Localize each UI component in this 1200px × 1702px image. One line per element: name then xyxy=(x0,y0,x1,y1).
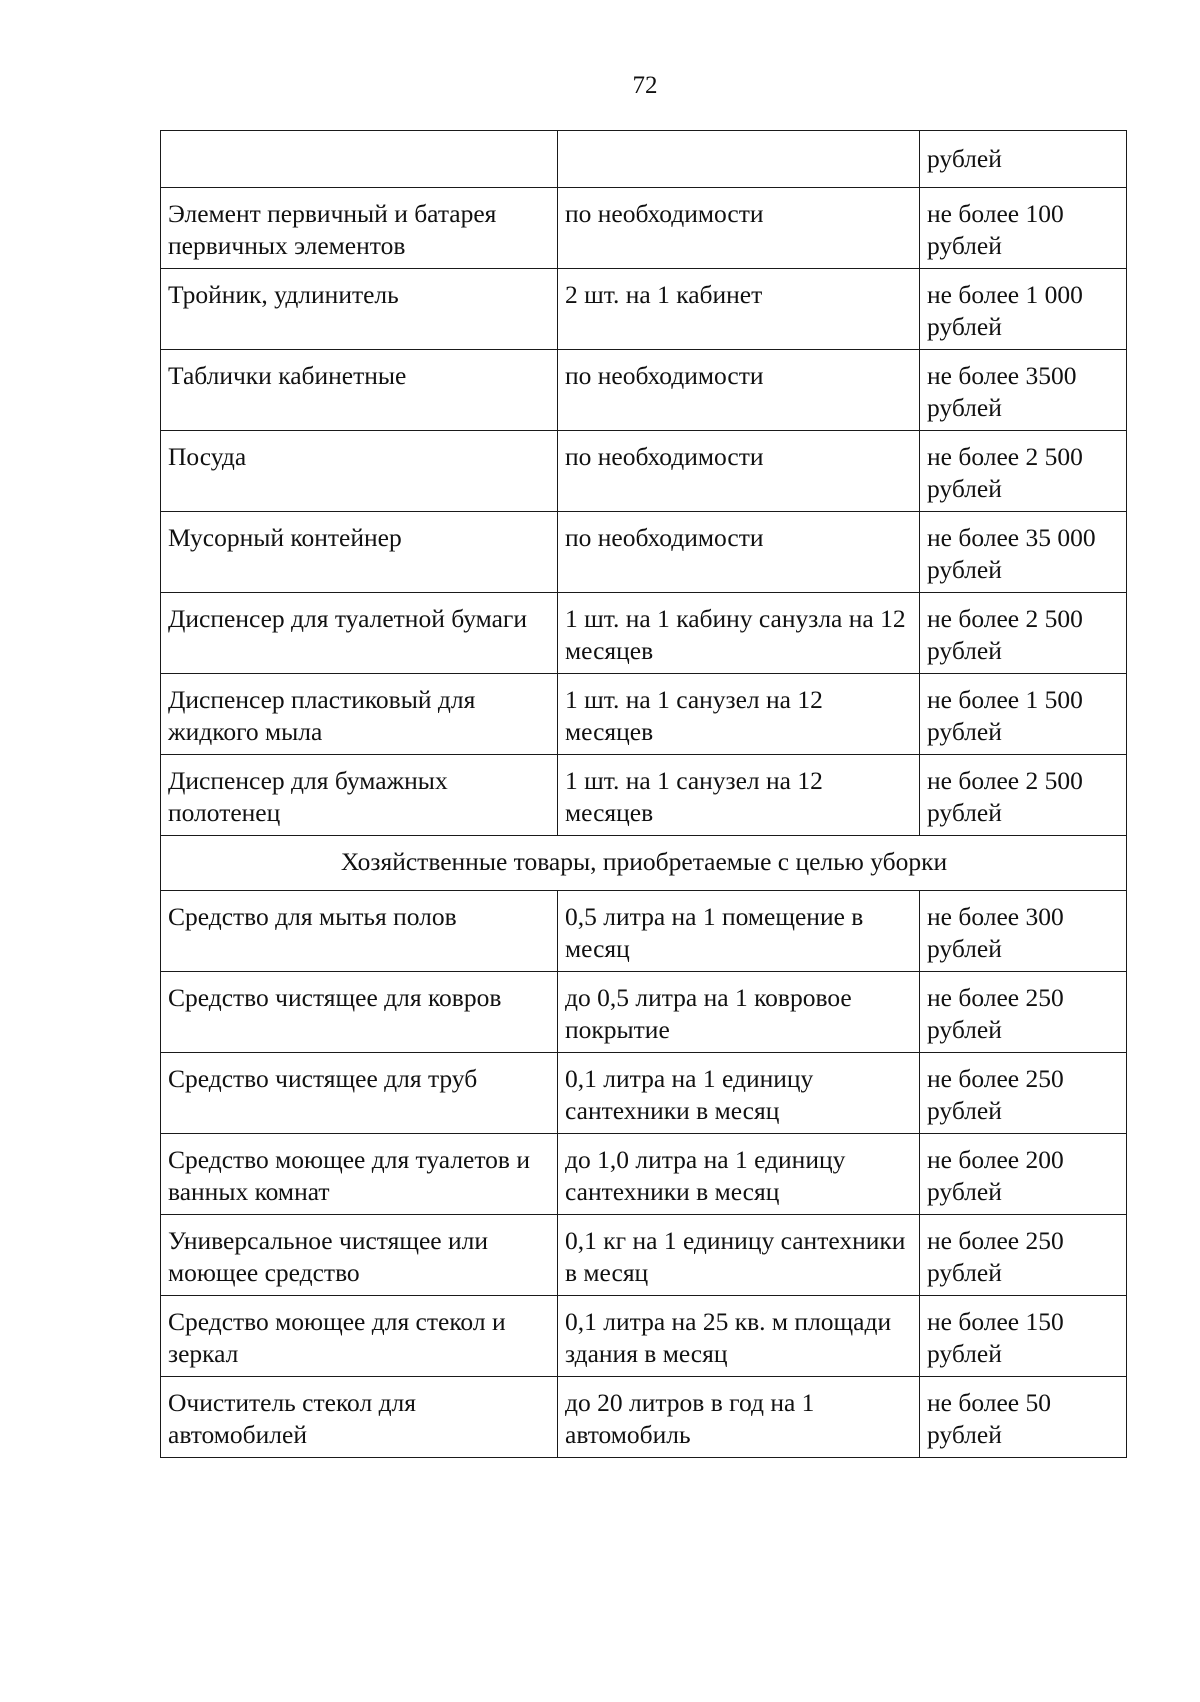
item-quantity-cell: по необходимости xyxy=(558,431,920,512)
item-quantity-cell: 0,1 кг на 1 единицу сантехники в месяц xyxy=(558,1215,920,1296)
table-row xyxy=(161,972,1127,1053)
item-price-cell: не более 1 500 рублей xyxy=(920,674,1127,755)
table-row xyxy=(161,1053,1127,1134)
item-name-cell: Диспенсер для туалетной бумаги xyxy=(161,593,558,674)
item-name-cell: Средство для мытья полов xyxy=(161,891,558,972)
item-quantity-cell: до 1,0 литра на 1 единицу сантехники в месяц xyxy=(558,1134,920,1215)
item-price-cell: не более 35 000 рублей xyxy=(920,512,1127,593)
item-quantity-cell: 1 шт. на 1 кабину санузла на 12 месяцев xyxy=(558,593,920,674)
item-quantity-cell: 0,1 литра на 25 кв. м площади здания в месяц xyxy=(558,1296,920,1377)
item-price-cell: не более 2 500 рублей xyxy=(920,755,1127,836)
item-price-cell: не более 3500 рублей xyxy=(920,350,1127,431)
item-name-cell: Элемент первичный и батарея первичных элементов xyxy=(161,188,558,269)
item-quantity-cell: 2 шт. на 1 кабинет xyxy=(558,269,920,350)
item-name-cell: Тройник, удлинитель xyxy=(161,269,558,350)
item-quantity-cell xyxy=(558,131,920,188)
item-price-cell: не более 1 000 рублей xyxy=(920,269,1127,350)
item-quantity-cell: по необходимости xyxy=(558,188,920,269)
table-row xyxy=(161,1377,1127,1458)
item-quantity-cell: до 0,5 литра на 1 ковровое покрытие xyxy=(558,972,920,1053)
item-quantity-cell: 1 шт. на 1 санузел на 12 месяцев xyxy=(558,755,920,836)
item-quantity-cell: по необходимости xyxy=(558,350,920,431)
table-row xyxy=(161,1134,1127,1215)
item-price-cell: не более 2 500 рублей xyxy=(920,593,1127,674)
table-row xyxy=(161,891,1127,972)
item-price-cell: не более 250 рублей xyxy=(920,1053,1127,1134)
table-row xyxy=(161,1215,1127,1296)
table-row xyxy=(161,350,1127,431)
item-price-cell: не более 200 рублей xyxy=(920,1134,1127,1215)
item-name-cell: Диспенсер для бумажных полотенец xyxy=(161,755,558,836)
table-row xyxy=(161,674,1127,755)
item-quantity-cell: 0,5 литра на 1 помещение в месяц xyxy=(558,891,920,972)
table-row xyxy=(161,593,1127,674)
item-price-cell: не более 150 рублей xyxy=(920,1296,1127,1377)
item-price-cell: не более 250 рублей xyxy=(920,972,1127,1053)
table-row xyxy=(161,431,1127,512)
table-row xyxy=(161,188,1127,269)
item-name-cell: Средство чистящее для труб xyxy=(161,1053,558,1134)
table-row xyxy=(161,131,1127,188)
section-heading: Хозяйственные товары, приобретаемые с целью уборки xyxy=(161,836,1127,891)
item-quantity-cell: до 20 литров в год на 1 автомобиль xyxy=(558,1377,920,1458)
item-name-cell: Диспенсер пластиковый для жидкого мыла xyxy=(161,674,558,755)
item-quantity-cell: 0,1 литра на 1 единицу сантехники в месяц xyxy=(558,1053,920,1134)
item-price-cell: не более 50 рублей xyxy=(920,1377,1127,1458)
item-name-cell: Средство моющее для туалетов и ванных комнат xyxy=(161,1134,558,1215)
item-price-cell: рублей xyxy=(920,131,1127,188)
table-row xyxy=(161,269,1127,350)
item-name-cell: Таблички кабинетные xyxy=(161,350,558,431)
item-name-cell: Мусорный контейнер xyxy=(161,512,558,593)
item-name-cell: Средство моющее для стекол и зеркал xyxy=(161,1296,558,1377)
section-heading-row xyxy=(161,836,1127,891)
item-name-cell: Универсальное чистящее или моющее средство xyxy=(161,1215,558,1296)
table-row xyxy=(161,755,1127,836)
item-name-cell: Очиститель стекол для автомобилей xyxy=(161,1377,558,1458)
page-number: 72 xyxy=(632,72,658,99)
norms-table xyxy=(160,130,1127,1458)
item-price-cell: не более 250 рублей xyxy=(920,1215,1127,1296)
item-name-cell: Средство чистящее для ковров xyxy=(161,972,558,1053)
item-name-cell: Посуда xyxy=(161,431,558,512)
table-row xyxy=(161,512,1127,593)
table-row xyxy=(161,1296,1127,1377)
item-quantity-cell: по необходимости xyxy=(558,512,920,593)
item-price-cell: не более 100 рублей xyxy=(920,188,1127,269)
item-price-cell: не более 300 рублей xyxy=(920,891,1127,972)
item-quantity-cell: 1 шт. на 1 санузел на 12 месяцев xyxy=(558,674,920,755)
item-price-cell: не более 2 500 рублей xyxy=(920,431,1127,512)
item-name-cell xyxy=(161,131,558,188)
